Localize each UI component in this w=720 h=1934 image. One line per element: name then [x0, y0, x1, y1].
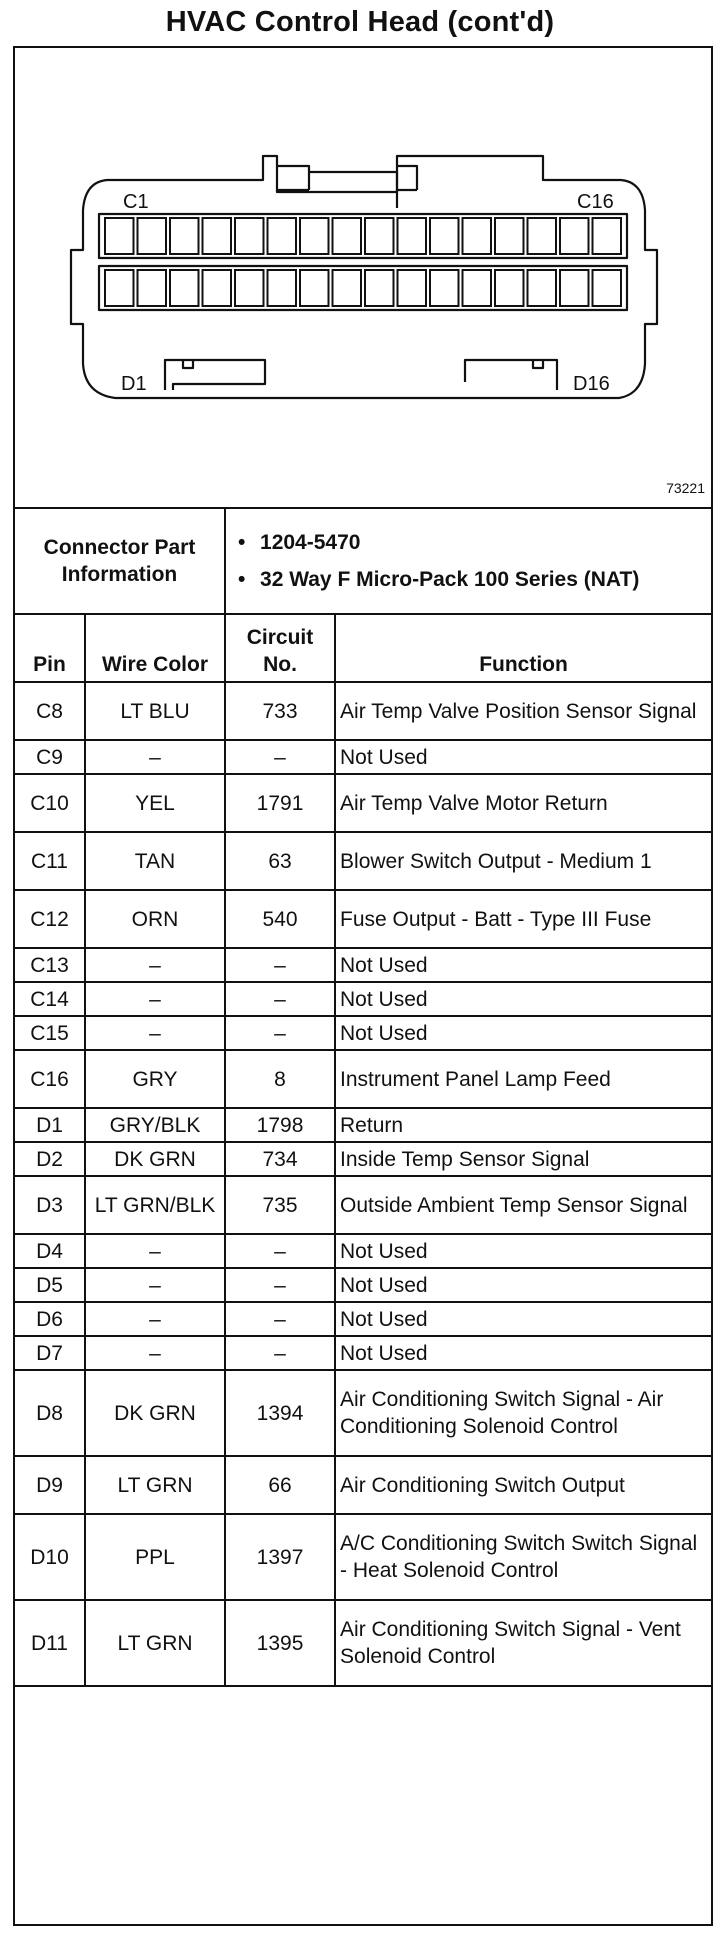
label-c1: C1 [123, 191, 149, 213]
cavity [365, 218, 394, 254]
table-row [15, 1176, 711, 1234]
wire-color-cell: – [85, 1302, 225, 1336]
table-row [15, 1600, 711, 1686]
cavity [138, 218, 167, 254]
circuit-cell: – [225, 982, 335, 1016]
wire-color-cell: LT GRN/BLK [85, 1176, 225, 1234]
table-row [15, 1142, 711, 1176]
wire-color-cell: – [85, 982, 225, 1016]
cavity [463, 218, 492, 254]
cavity [300, 270, 329, 306]
table-row [15, 1234, 711, 1268]
cavity [495, 218, 524, 254]
table-row [15, 1456, 711, 1514]
pin-cell: D7 [15, 1336, 85, 1370]
circuit-cell: – [225, 948, 335, 982]
table-row [15, 1370, 711, 1456]
page-title: HVAC Control Head (cont'd) [165, 6, 555, 38]
cavity [430, 270, 459, 306]
connector-info-row [15, 508, 711, 614]
cavity [593, 270, 622, 306]
pin-cell: D11 [15, 1600, 85, 1686]
pin-cell: D4 [15, 1234, 85, 1268]
wire-color-cell: – [85, 1336, 225, 1370]
connector-sheet [13, 46, 713, 1926]
pin-cell: C15 [15, 1016, 85, 1050]
cavity [170, 270, 199, 306]
wire-color-cell: LT GRN [85, 1456, 225, 1514]
connector-info-label: Connector Part Information [15, 508, 225, 614]
cavity [365, 270, 394, 306]
bullet-icon: • [238, 531, 246, 554]
wire-color-cell: DK GRN [85, 1142, 225, 1176]
cavity [528, 218, 557, 254]
table-row [15, 1268, 711, 1302]
table-row [15, 1514, 711, 1600]
function-cell: Not Used [335, 982, 711, 1016]
pin-cell: C10 [15, 774, 85, 832]
circuit-cell: – [225, 1234, 335, 1268]
circuit-cell: 733 [225, 682, 335, 740]
table-row [15, 774, 711, 832]
circuit-cell: 540 [225, 890, 335, 948]
cavity [560, 270, 589, 306]
figure-id: 73221 [666, 480, 705, 496]
pin-cell: C13 [15, 948, 85, 982]
table-row [15, 1336, 711, 1370]
circuit-cell: 1394 [225, 1370, 335, 1456]
circuit-cell: – [225, 1268, 335, 1302]
function-cell: Instrument Panel Lamp Feed [335, 1050, 711, 1108]
label-d16: D16 [573, 373, 610, 395]
pin-cell: D3 [15, 1176, 85, 1234]
header-function: Function [335, 614, 711, 682]
circuit-cell: 735 [225, 1176, 335, 1234]
table-row [15, 682, 711, 740]
cavity [593, 218, 622, 254]
circuit-cell: 1798 [225, 1108, 335, 1142]
pin-cell: D6 [15, 1302, 85, 1336]
pin-cell: C14 [15, 982, 85, 1016]
circuit-cell: 63 [225, 832, 335, 890]
table-row [15, 890, 711, 948]
pin-cell: D2 [15, 1142, 85, 1176]
wire-color-cell: TAN [85, 832, 225, 890]
pin-cell: D8 [15, 1370, 85, 1456]
cavity [105, 218, 134, 254]
function-cell: Outside Ambient Temp Sensor Signal [335, 1176, 711, 1234]
wire-color-cell: GRY [85, 1050, 225, 1108]
wire-color-cell: PPL [85, 1514, 225, 1600]
pin-cell: D1 [15, 1108, 85, 1142]
wire-color-cell: LT GRN [85, 1600, 225, 1686]
function-cell: Air Conditioning Switch Signal - Air Conditioning Solenoid Control [335, 1370, 711, 1456]
table-row [15, 1016, 711, 1050]
table-row [15, 1050, 711, 1108]
wire-color-cell: – [85, 740, 225, 774]
function-cell: Air Temp Valve Position Sensor Signal [335, 682, 711, 740]
connector-info-list [225, 508, 711, 614]
function-cell: Not Used [335, 1016, 711, 1050]
cavity [398, 218, 427, 254]
pin-cell: D5 [15, 1268, 85, 1302]
circuit-cell: 734 [225, 1142, 335, 1176]
cavity [170, 218, 199, 254]
pin-cell: C12 [15, 890, 85, 948]
cavity [235, 270, 264, 306]
circuit-cell: 8 [225, 1050, 335, 1108]
pin-cell: C8 [15, 682, 85, 740]
cavity [235, 218, 264, 254]
table-row [15, 982, 711, 1016]
function-cell: Not Used [335, 1336, 711, 1370]
pin-cell: D10 [15, 1514, 85, 1600]
connector-face-drawing [15, 48, 711, 507]
table-row [15, 740, 711, 774]
function-cell: Not Used [335, 1234, 711, 1268]
connector-latch [277, 166, 309, 190]
cavity [138, 270, 167, 306]
pin-cell: C11 [15, 832, 85, 890]
cavity [203, 270, 232, 306]
table-row [15, 1108, 711, 1142]
function-cell: Not Used [335, 1302, 711, 1336]
header-pin: Pin [15, 614, 85, 682]
connector-info-item: • 32 Way F Micro-Pack 100 Series (NAT) [238, 568, 640, 591]
circuit-cell: – [225, 740, 335, 774]
cavity [560, 218, 589, 254]
cavity [300, 218, 329, 254]
circuit-cell: 1791 [225, 774, 335, 832]
wire-color-cell: LT BLU [85, 682, 225, 740]
function-cell: Inside Temp Sensor Signal [335, 1142, 711, 1176]
cavity [333, 270, 362, 306]
circuit-cell: – [225, 1336, 335, 1370]
wire-color-cell: DK GRN [85, 1370, 225, 1456]
table-row [15, 948, 711, 982]
wire-color-cell: – [85, 1016, 225, 1050]
cavity [268, 218, 297, 254]
table-header-row [15, 614, 711, 682]
cavity [203, 218, 232, 254]
function-cell: A/C Conditioning Switch Switch Signal - Heat Solenoid Control [335, 1514, 711, 1600]
wire-color-cell: GRY/BLK [85, 1108, 225, 1142]
function-cell: Not Used [335, 948, 711, 982]
table-row [15, 832, 711, 890]
connector-info-item: • 1204-5470 [238, 531, 361, 554]
function-cell: Blower Switch Output - Medium 1 [335, 832, 711, 890]
label-d1: D1 [121, 373, 147, 395]
cavity [528, 270, 557, 306]
header-wire-color: Wire Color [85, 614, 225, 682]
cavity [268, 270, 297, 306]
circuit-cell: 1395 [225, 1600, 335, 1686]
function-cell: Air Temp Valve Motor Return [335, 774, 711, 832]
pin-cell: C9 [15, 740, 85, 774]
bullet-icon: • [238, 568, 246, 591]
cavity [105, 270, 134, 306]
cavity-row-c-frame [99, 214, 627, 258]
function-cell: Not Used [335, 740, 711, 774]
circuit-cell: – [225, 1016, 335, 1050]
header-circuit-no: Circuit No. [225, 614, 335, 682]
key-slot-left [165, 360, 265, 390]
wire-color-cell: – [85, 1268, 225, 1302]
cavity-row-d-frame [99, 266, 627, 310]
function-cell: Fuse Output - Batt - Type III Fuse [335, 890, 711, 948]
table-row [15, 1302, 711, 1336]
function-cell: Air Conditioning Switch Signal - Vent Solenoid Control [335, 1600, 711, 1686]
cavity [495, 270, 524, 306]
wire-color-cell: YEL [85, 774, 225, 832]
pinout-table [15, 507, 711, 1687]
wire-color-cell: – [85, 948, 225, 982]
connector-diagram [15, 48, 711, 509]
circuit-cell: – [225, 1302, 335, 1336]
cavity [398, 270, 427, 306]
function-cell: Not Used [335, 1268, 711, 1302]
function-cell: Air Conditioning Switch Output [335, 1456, 711, 1514]
pin-cell: D9 [15, 1456, 85, 1514]
cavity [333, 218, 362, 254]
cavity [430, 218, 459, 254]
pin-cell: C16 [15, 1050, 85, 1108]
circuit-cell: 66 [225, 1456, 335, 1514]
wire-color-cell: ORN [85, 890, 225, 948]
cavity [463, 270, 492, 306]
function-cell: Return [335, 1108, 711, 1142]
label-c16: C16 [577, 191, 614, 213]
wire-color-cell: – [85, 1234, 225, 1268]
circuit-cell: 1397 [225, 1514, 335, 1600]
